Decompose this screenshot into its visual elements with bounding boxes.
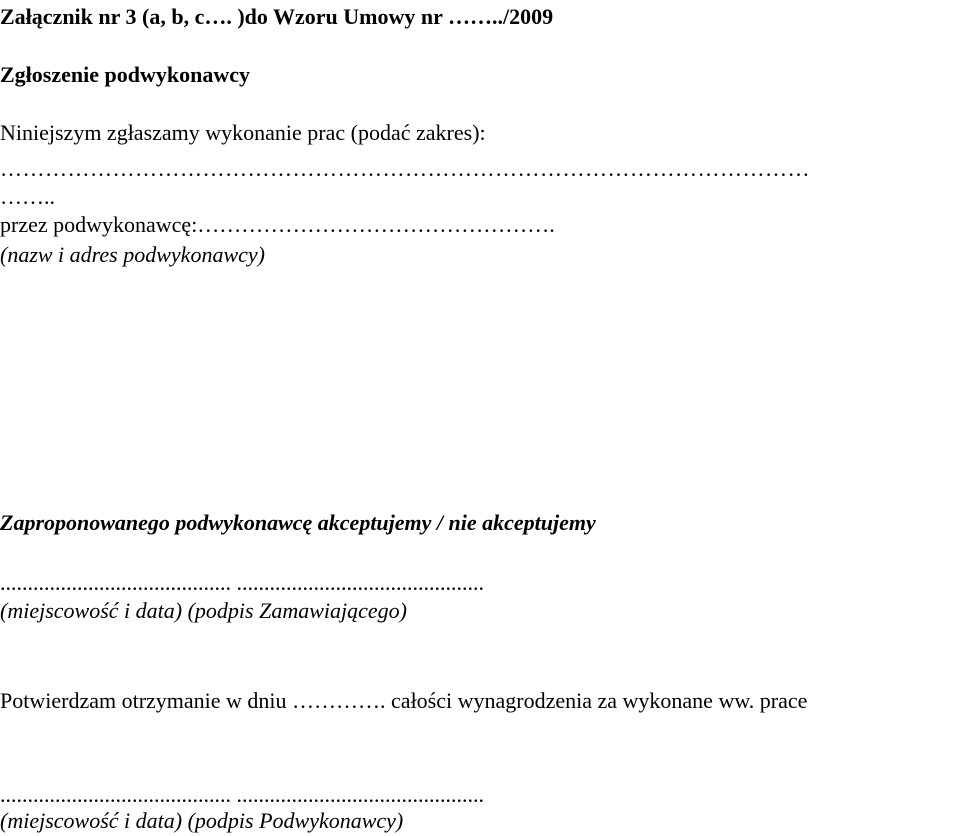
subcontractor-signature-caption: (miejscowość i data) (podpis Podwykonawcy) xyxy=(0,808,404,833)
subcontractor-hint: (nazw i adres podwykonawcy) xyxy=(0,242,265,267)
document-title: Zgłoszenie podwykonawcy xyxy=(0,62,250,87)
intro-text: Niniejszym zgłaszamy wykonanie prac (podać zakres): xyxy=(0,120,486,145)
acceptance-statement: Zaproponowanego podwykonawcę akceptujemy / nie akceptujemy xyxy=(0,510,596,535)
attachment-title: Załącznik nr 3 (a, b, c…. )do Wzoru Umowy nr ……../2009 xyxy=(0,4,554,29)
confirmation-text: Potwierdzam otrzymanie w dniu …………. całości wynagrodzenia za wykonane ww. prace xyxy=(0,688,808,713)
employer-signature-dots: .......................................... ............................................. xyxy=(0,570,484,595)
scope-dots-line-2: …….. xyxy=(0,184,55,209)
subcontractor-signature-dots: .......................................... ............................................. xyxy=(0,782,484,807)
employer-signature-caption: (miejscowość i data) (podpis Zamawiającego) xyxy=(0,598,407,623)
subcontractor-line: przez podwykonawcę:…………………………………………. xyxy=(0,212,555,237)
scope-dots-line-1: ……………………………………………………………………………………………… xyxy=(0,156,810,181)
